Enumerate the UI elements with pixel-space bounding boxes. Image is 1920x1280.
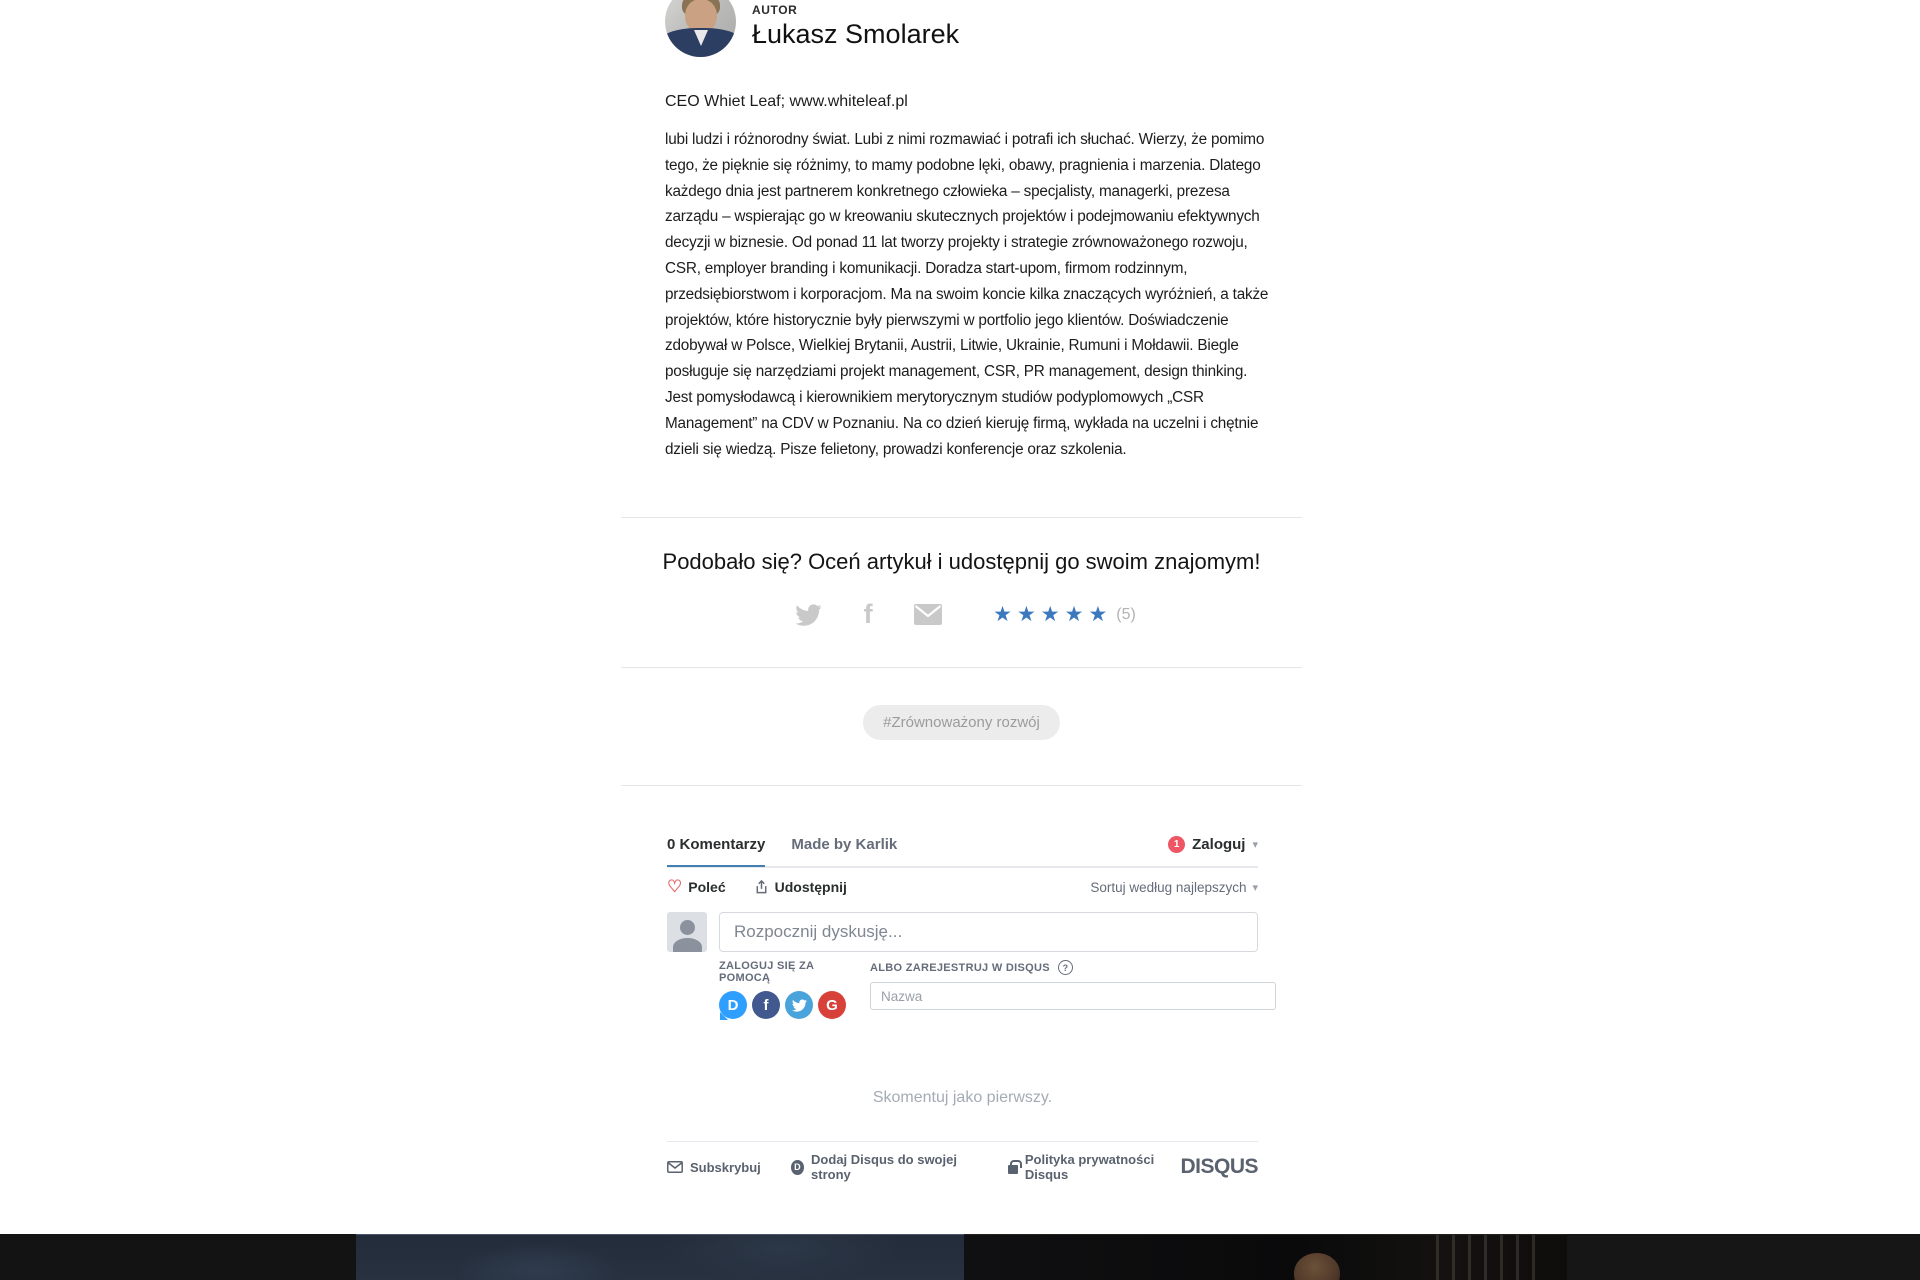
heart-icon: ♡ — [667, 877, 683, 896]
google-g-glyph: G — [826, 996, 838, 1014]
footer-image-strip — [0, 1234, 1920, 1280]
login-options-row — [719, 960, 1258, 1019]
subscribe-link[interactable] — [667, 1160, 761, 1175]
login-button[interactable] — [1168, 836, 1258, 853]
privacy-label: Polityka prywatności Disqus — [1024, 1152, 1155, 1182]
star-icon[interactable]: ★ — [1088, 602, 1108, 626]
share-thread-label: Udostępnij — [774, 879, 847, 895]
author-avatar — [665, 0, 736, 57]
disqus-actions-row — [667, 876, 1258, 898]
subscribe-label: Subskrybuj — [690, 1159, 761, 1175]
author-subtitle: CEO Whiet Leaf; www.whiteleaf.pl — [665, 93, 908, 110]
chevron-down-icon: ▾ — [1252, 881, 1258, 894]
tag-row — [621, 705, 1302, 740]
divider — [667, 1141, 1258, 1142]
login-providers — [719, 991, 846, 1019]
related-thumbnail[interactable] — [964, 1234, 1567, 1280]
facebook-f-glyph: f — [863, 599, 873, 629]
share-row — [621, 601, 1302, 628]
disqus-icon: D — [791, 1160, 804, 1175]
recommend-button[interactable] — [667, 879, 726, 895]
google-login-icon[interactable] — [818, 991, 846, 1019]
name-input[interactable] — [870, 982, 1276, 1010]
star-icon[interactable]: ★ — [993, 602, 1012, 626]
email-share-icon[interactable] — [907, 604, 949, 625]
disqus-logo[interactable]: DISQUS — [1180, 1155, 1258, 1178]
article-rating — [993, 604, 1136, 626]
help-icon[interactable]: ? — [1058, 960, 1073, 975]
divider — [621, 517, 1302, 518]
avatar-silhouette-torso — [673, 938, 702, 952]
add-disqus-link[interactable] — [791, 1152, 978, 1182]
disqus-tab-bar — [667, 836, 1258, 868]
disqus-d-glyph: D — [727, 996, 739, 1014]
author-name: Łukasz Smolarek — [752, 19, 960, 49]
comment-composer — [667, 912, 1258, 952]
author-label: AUTOR — [752, 3, 798, 17]
sort-label: Sortuj według najlepszych — [1090, 879, 1247, 895]
tab-community[interactable]: Made by Karlik — [791, 836, 898, 853]
related-thumbnail[interactable] — [0, 1234, 356, 1280]
login-label: Zaloguj — [1192, 836, 1246, 853]
privacy-link[interactable] — [1008, 1152, 1180, 1182]
sort-dropdown[interactable] — [1090, 880, 1258, 895]
disqus-comments — [667, 836, 1258, 1182]
related-thumbnail[interactable] — [356, 1234, 964, 1280]
guest-avatar — [667, 912, 707, 952]
author-bio: lubi ludzi i różnorodny świat. Lubi z nimi rozmawiać i potrafi ich słuchać. Wierzy, że pomimo tego, że pięknie się różnimy, to mamy podobne lęki, obawy, pragnienia i marzenia. Dlatego każdego dnia jest partnerem konkretnego człowieka – specjalisty, managerki, prezesa zarządu – wspierając go w kreowaniu skutecznych projektów i podejmowaniu efektywnych decyzji w biznesie. Od ponad 11 lat tworzy projekty i strategie zrównoważonego rozwoju, CSR, employer branding i komunikacji. Doradza start-upom, firmom rodzinnym, przedsiębiorstwom i korporacjom. Ma na swoim koncie kilka znaczących wyróżnień, a także projektów, które historycznie były pierwszymi w portfolio jego klientów. Doświadczenie zdobywał w Polsce, Wielkiej Brytanii, Austrii, Litwie, Ukrainie, Rumuni i Mołdawii. Biegle posługuje się narzędziami projekt management, CSR, PR management, design thinking. Jest pomysłodawcą i kierownikiem merytorycznym studiów podyplomowych „CSR Management” na CDV w Poznaniu. Na co dzień kieruję firmą, wykłada na uczelni i chętnie dzieli się wiedzą. Pisze felietony, prowadzi konferencje oraz szkolenia. — [665, 131, 1269, 458]
envelope-icon — [667, 1161, 683, 1173]
chevron-down-icon: ▾ — [1252, 839, 1258, 851]
disqus-footer — [667, 1152, 1258, 1182]
twitter-login-icon[interactable] — [785, 991, 813, 1019]
lock-icon — [1008, 1165, 1018, 1174]
star-icon[interactable]: ★ — [1016, 602, 1036, 626]
facebook-share-icon[interactable] — [847, 601, 889, 628]
tag-pill[interactable]: #Zrównoważony rozwój — [863, 705, 1060, 740]
facebook-login-icon[interactable] — [752, 991, 780, 1019]
comment-input[interactable] — [719, 912, 1258, 952]
photo-person — [1294, 1253, 1340, 1280]
divider — [621, 785, 1302, 786]
login-with-block — [719, 960, 846, 1019]
rating-count: (5) — [1116, 605, 1136, 623]
register-block — [870, 960, 1276, 1019]
empty-state-message: Skomentuj jako pierwszy. — [872, 1089, 1053, 1106]
facebook-f-glyph: f — [763, 996, 769, 1014]
star-icon[interactable]: ★ — [1064, 602, 1084, 626]
register-label: ALBO ZAREJESTRUJ W DISQUS — [870, 961, 1050, 974]
share-thread-button[interactable] — [754, 879, 847, 895]
related-thumbnail[interactable] — [1567, 1234, 1920, 1280]
add-disqus-label: Dodaj Disqus do swojej strony — [811, 1152, 957, 1182]
avatar-silhouette-head — [680, 920, 695, 935]
share-icon — [754, 880, 769, 895]
disqus-login-icon[interactable] — [719, 991, 747, 1019]
share-heading: Podobało się? Oceń artykuł i udostępnij go swoim znajomym! — [662, 549, 1261, 574]
login-with-label: ZALOGUJ SIĘ ZA POMOCĄ — [719, 960, 814, 984]
tab-comments[interactable]: 0 Komentarzy — [667, 836, 765, 867]
photo-detail — [1436, 1235, 1536, 1280]
star-icon[interactable]: ★ — [1040, 602, 1060, 626]
twitter-share-icon[interactable] — [787, 604, 829, 626]
divider — [621, 667, 1302, 668]
notification-badge: 1 — [1168, 836, 1185, 853]
recommend-label: Poleć — [688, 879, 726, 895]
